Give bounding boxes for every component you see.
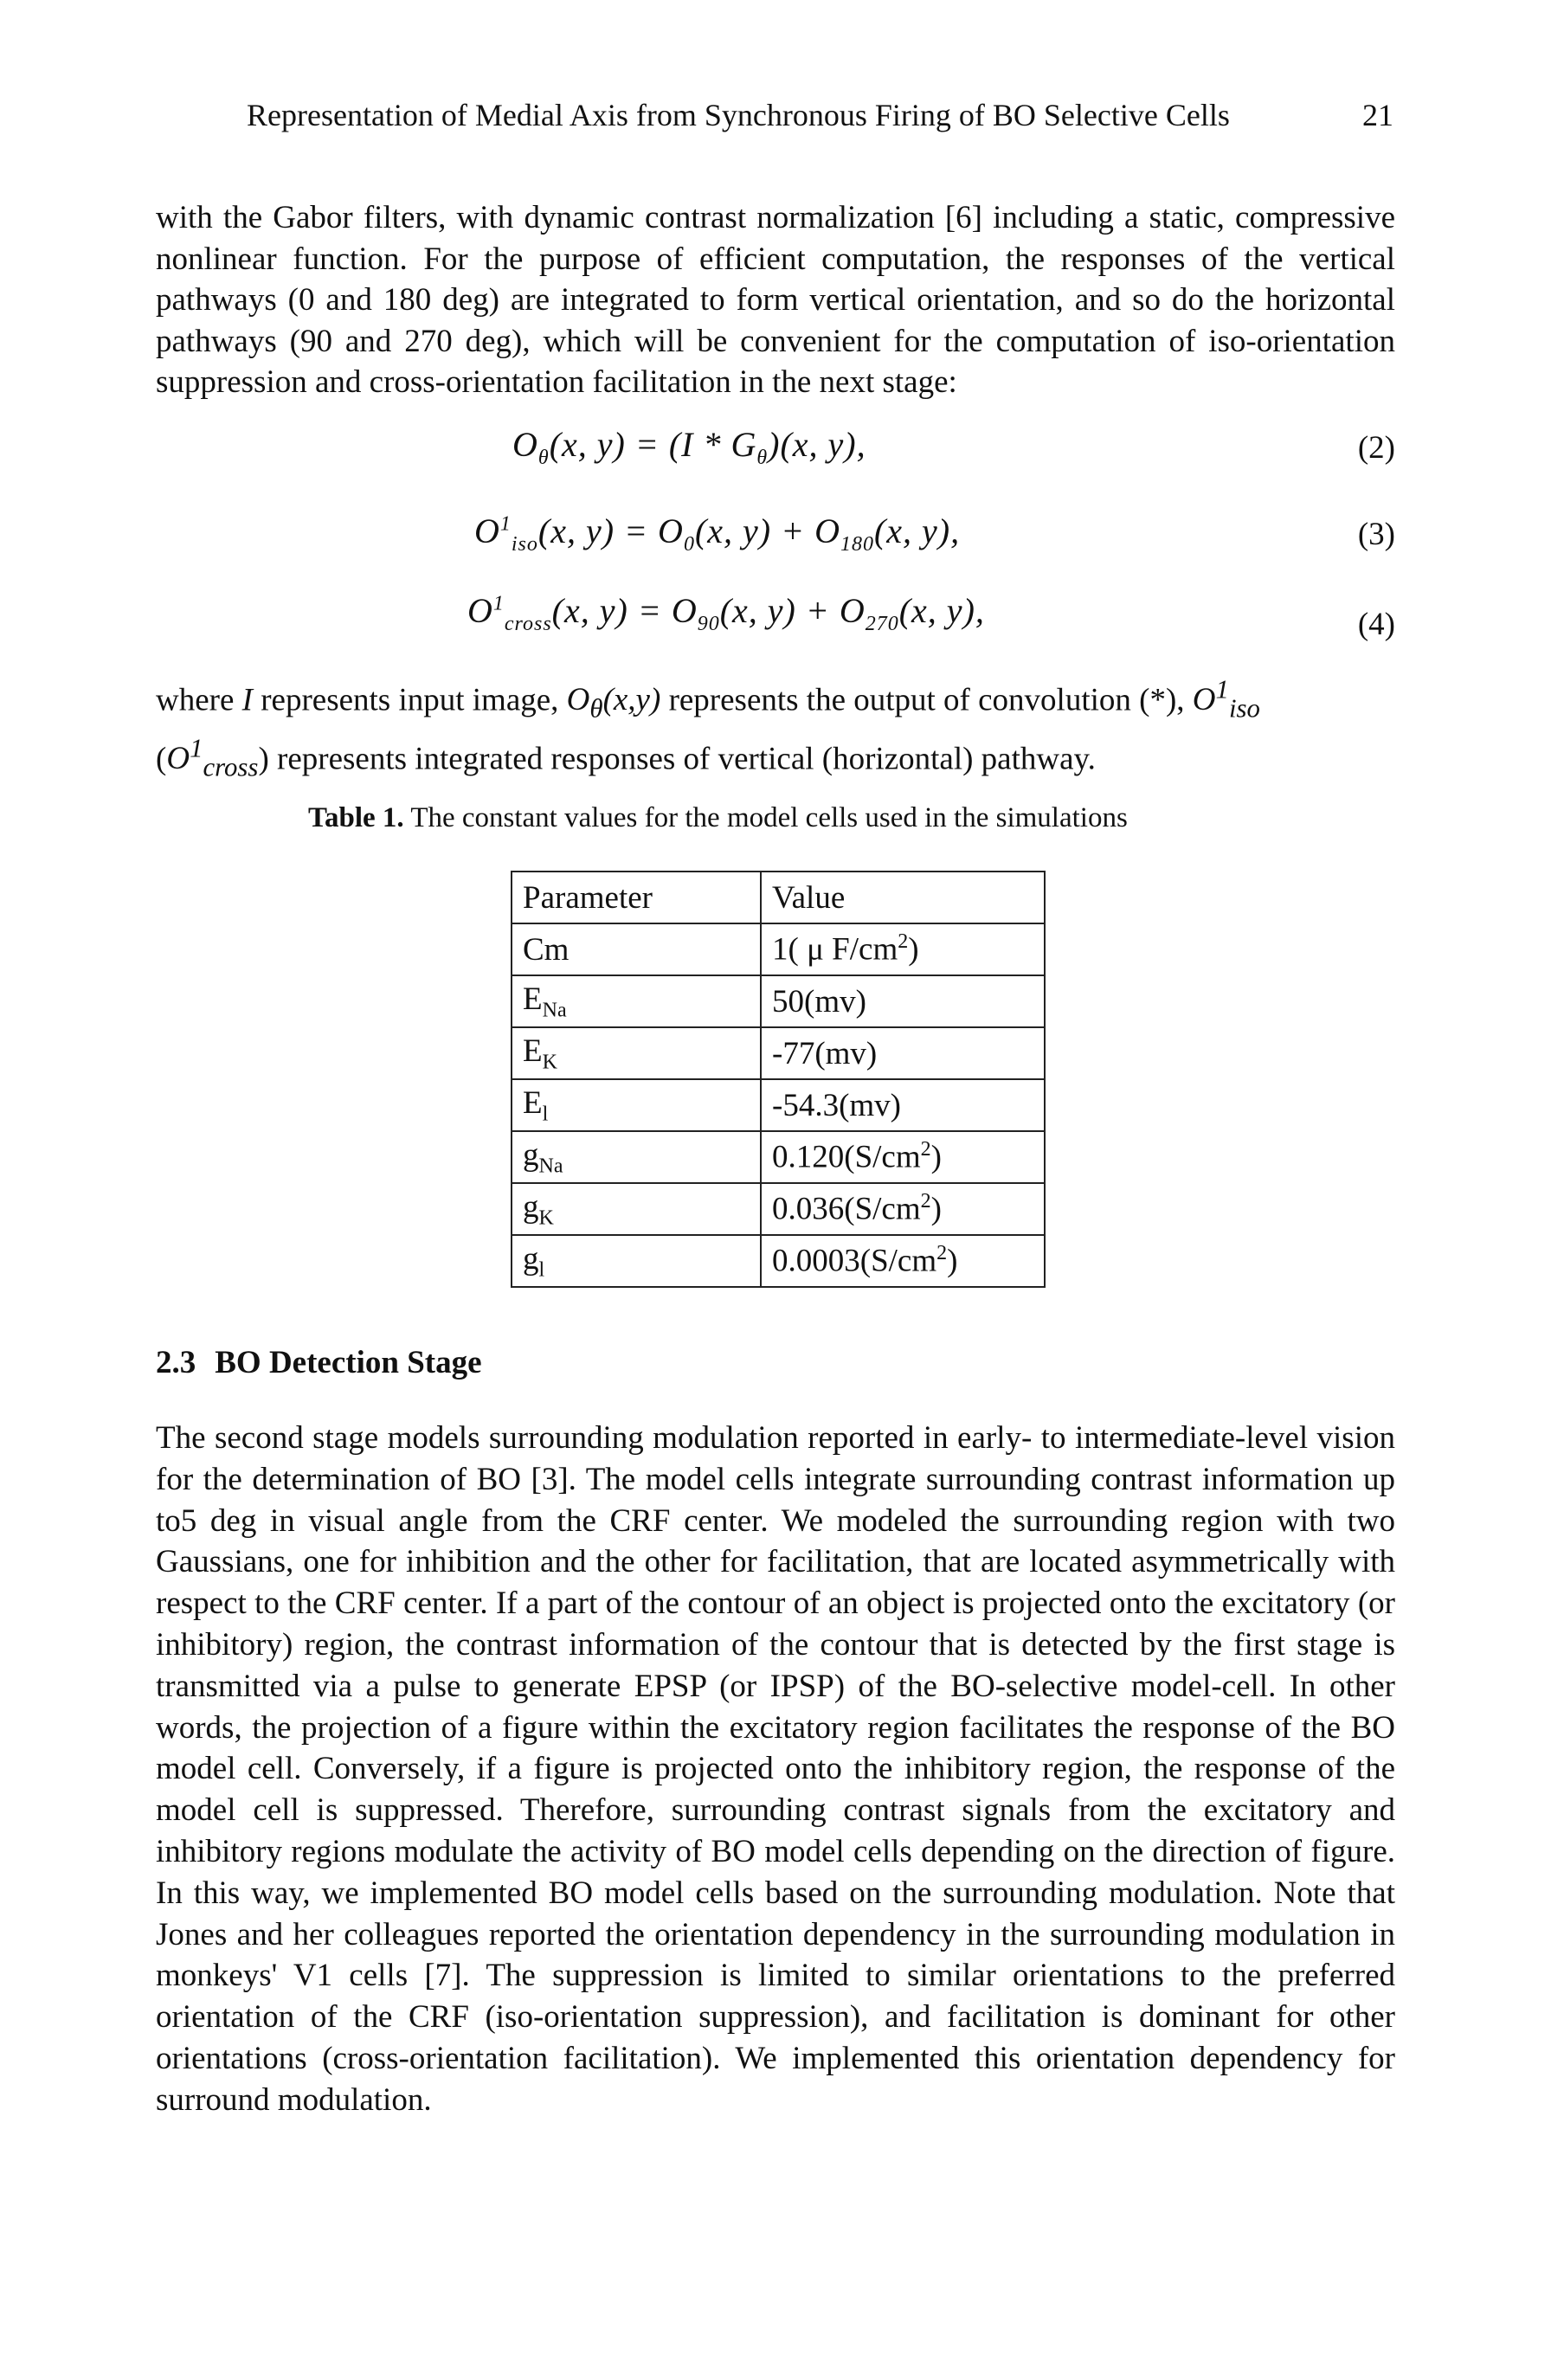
parameter-table <box>511 871 1046 1288</box>
page-number: 21 <box>1362 98 1393 132</box>
value-text: ) <box>930 1139 942 1175</box>
table-row <box>512 1079 1045 1131</box>
table-header-row <box>512 872 1045 923</box>
param-cell <box>512 1079 761 1131</box>
value-text: 0.0003(S/cm <box>772 1243 937 1279</box>
param-cell <box>512 1131 761 1183</box>
variable-o-cross: $O^1_{cross}$ <box>166 733 259 782</box>
param-subscript: Na <box>538 1155 563 1178</box>
param-symbol: g <box>523 1240 539 1277</box>
param-subscript: K <box>538 1206 554 1230</box>
running-title: Representation of Medial Axis from Synchronous Firing of BO Selective Cells <box>247 98 1230 132</box>
param-symbol: g <box>523 1188 539 1225</box>
param-subscript: Na <box>542 999 567 1022</box>
value-cell <box>761 1131 1045 1183</box>
equation-3-number: (3) <box>1357 517 1395 552</box>
value-exponent: 2 <box>920 1190 931 1213</box>
value-text: 0.120(S/cm <box>772 1139 921 1175</box>
equation-2 <box>156 424 1395 476</box>
equation-3 <box>156 511 1395 563</box>
value-cell: 50(mv) <box>761 975 1045 1027</box>
param-symbol: E <box>523 1084 543 1121</box>
param-subscript: K <box>542 1051 557 1074</box>
value-exponent: 2 <box>898 930 909 954</box>
param-cell <box>512 975 761 1027</box>
body-paragraph-1: with the Gabor filters, with dynamic contrast normalization [6] including a static, compressive nonlinear function. For the purpose of efficient computation, the responses of the vertical pathways (0 and 180 deg) are integrated to form vertical orientation, and so do the horizontal pathways (90 and 270 deg), which will be convenient for the computation of iso-orientation suppression and cross-orientation facilitation in the next stage: <box>156 200 1395 400</box>
variable-o-iso: $O^1_{iso}$ <box>1192 675 1260 724</box>
section-title: BO Detection Stage <box>215 1345 482 1380</box>
param-subscript: l <box>538 1258 545 1282</box>
text-run: represents input image, <box>252 682 567 718</box>
equation-4-formula: $O^1_{cross}(x$, $y) = O_{90}(x$, $y) + O_{270}(x$, y), <box>467 591 985 635</box>
table-caption-label: Table 1. <box>308 802 404 833</box>
variable-I: I <box>241 682 253 718</box>
section-heading <box>156 1344 482 1381</box>
table-row <box>512 1235 1045 1287</box>
value-cell <box>761 1183 1045 1235</box>
equation-4-number: (4) <box>1357 607 1395 642</box>
equation-2-number: (2) <box>1357 430 1395 466</box>
text-run: represents the output of convolution (*), <box>660 682 1193 718</box>
section-number: 2.3 <box>156 1345 196 1380</box>
value-cell: -77(mv) <box>761 1027 1045 1079</box>
param-cell <box>512 923 761 975</box>
param-symbol: E <box>523 1032 543 1069</box>
table-row <box>512 1027 1045 1079</box>
table-row <box>512 923 1045 975</box>
param-symbol: E <box>523 981 543 1017</box>
variable-o-theta: $O_\theta(x,y)$ <box>566 682 661 724</box>
param-symbol: g <box>523 1136 539 1173</box>
body-paragraph-2: where I represents input image, $O_\theta(x,y)$ represents the output of convolution (*), $O^1_{iso}$ $(O^1_{cross})$ represents integrated responses of vertical (horizontal) pathway. <box>156 675 1260 782</box>
table-row <box>512 975 1045 1027</box>
param-cell <box>512 1027 761 1079</box>
body-paragraph-3: The second stage models surrounding modulation reported in early- to intermediate-level vision for the determination of BO [3]. The model cells integrate surrounding contrast information up to5 deg in visual angle from the CRF center. We modeled the surrounding region with two Gaussians, one for inhibition and the other for facilitation, that are located asymmetrically with respect to the CRF center. If a part of the contour of an object is projected onto the excitatory (or inhibitory) region, the contrast information of the contour that is detected by the first stage is transmitted via a pulse to generate EPSP (or IPSP) of the BO-selective model-cell. In other words, the projection of a figure within the excitatory region facilitates the response of the BO model cell. Conversely, if a figure is projected onto the inhibitory region, the response of the model cell is suppressed. Therefore, surrounding contrast signals from the excitatory and inhibitory regions modulate the activity of BO model cells depending on the direction of figure. In this way, we implemented BO model cells based on the surrounding modulation. Note that Jones and her colleagues reported the orientation dependency in the surrounding modulation in monkeys' V1 cells [7]. The suppression is limited to similar orientations to the preferred orientation of the CRF (iso-orientation suppression), and facilitation is dominant for other orientations (cross-orientation facilitation). We implemented this orientation dependency for surround modulation. <box>156 1420 1395 2118</box>
param-cell <box>512 1235 761 1287</box>
value-text: 1( μ F/cm <box>772 931 898 968</box>
equation-4 <box>156 590 1395 642</box>
table-caption-text: The constant values for the model cells used in the simulations <box>410 802 1128 833</box>
param-subscript: l <box>542 1103 549 1126</box>
equation-2-formula: $O_\theta(x$, $y) = (I * G_\theta)(x$, y), <box>512 425 866 469</box>
value-cell: -54.3(mv) <box>761 1079 1045 1131</box>
table-row <box>512 1131 1045 1183</box>
text-run: where <box>156 682 242 718</box>
equation-3-formula: $O^1_{iso}(x$, $y) = O_0(x$, $y) + O_{180}(x$, y), <box>474 511 961 556</box>
table-header-parameter: Parameter <box>512 872 761 923</box>
value-cell <box>761 1235 1045 1287</box>
value-text: 0.036(S/cm <box>772 1191 921 1227</box>
param-symbol: Cm <box>523 931 570 968</box>
value-text: ) <box>947 1243 958 1279</box>
value-cell <box>761 923 1045 975</box>
value-exponent: 2 <box>920 1138 931 1161</box>
param-cell <box>512 1183 761 1235</box>
value-text: ) <box>908 931 919 968</box>
table-header-value: Value <box>761 872 1045 923</box>
table-caption <box>308 802 1128 834</box>
value-exponent: 2 <box>936 1242 948 1265</box>
table-row <box>512 1183 1045 1235</box>
text-run: ) represents integrated responses of vertical (horizontal) pathway. <box>258 741 1096 777</box>
value-text: ) <box>930 1191 942 1227</box>
